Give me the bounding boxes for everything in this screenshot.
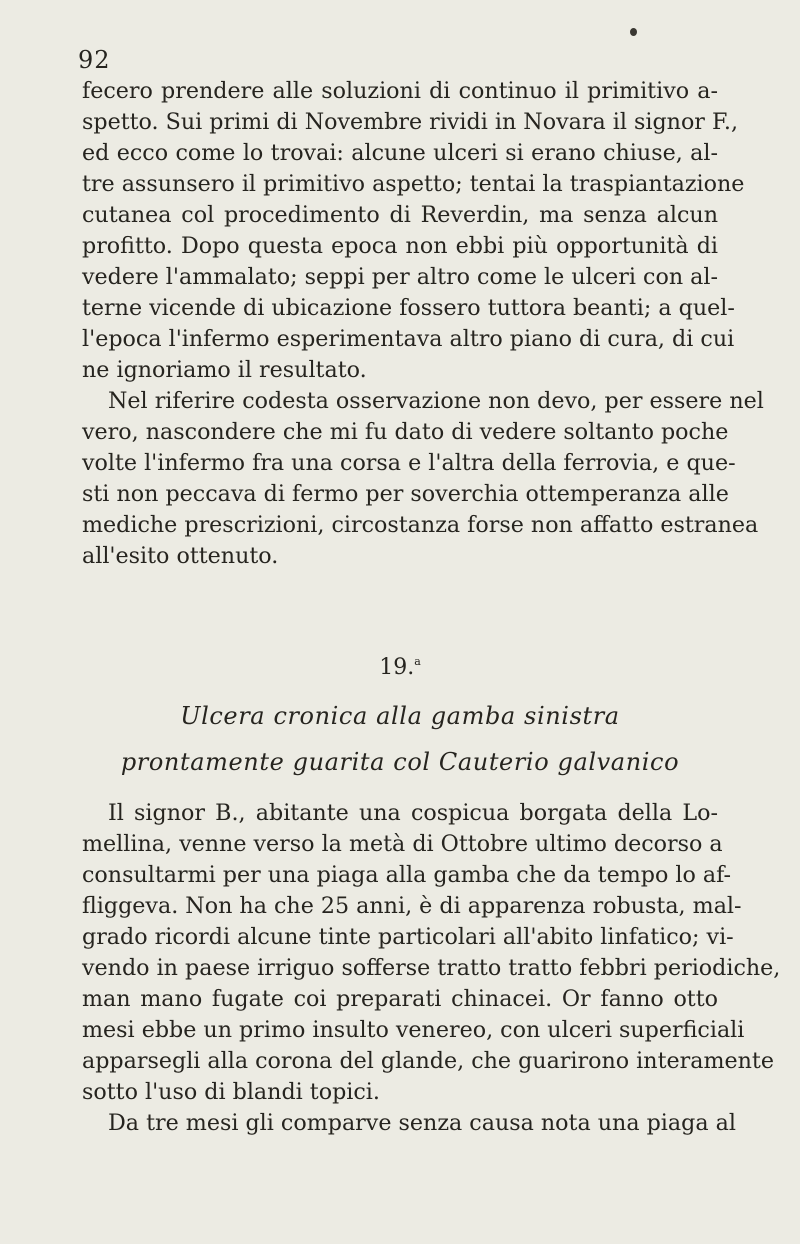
text-line: fliggeva. Non ha che 25 anni, è di apparenza robusta, mal- <box>82 893 742 919</box>
text-line: consultarmi per una piaga alla gamba che da tempo lo af- <box>82 862 732 888</box>
text-line: l'epoca l'infermo esperimentava altro piano di cura, di cui <box>82 326 735 352</box>
text-line: vedere l'ammalato; seppi per altro come le ulceri con al- <box>82 264 718 290</box>
text-line: vero, nascondere che mi fu dato di vedere soltanto poche <box>82 419 729 445</box>
text-line: vendo in paese irriguo sofferse tratto tratto febbri periodiche, <box>82 955 781 981</box>
text-line: Il signor B., abitante una cospicua borgata della Lo- <box>108 800 718 826</box>
text-line: terne vicende di ubicazione fossero tuttora beanti; a quel- <box>82 295 735 321</box>
text-line: apparsegli alla corona del glande, che guarirono interamente <box>82 1048 774 1074</box>
text-line: mediche prescrizioni, circostanza forse non affatto estranea <box>82 512 759 538</box>
text-line: Da tre mesi gli comparve senza causa nota una piaga al <box>108 1110 736 1136</box>
section-number <box>0 647 800 683</box>
section-number-suffix: a <box>414 655 421 668</box>
text-line: tre assunsero il primitivo aspetto; tentai la traspiantazione <box>82 171 745 197</box>
text-block-top <box>82 76 764 572</box>
text-line: sotto l'uso di blandi topici. <box>82 1079 380 1105</box>
text-line: cutanea col procedimento di Reverdin, ma senza alcun <box>82 202 718 228</box>
text-line: mesi ebbe un primo insulto venereo, con ulceri superficiali <box>82 1017 745 1043</box>
text-line: ed ecco come lo trovai: alcune ulceri si erano chiuse, al- <box>82 140 718 166</box>
text-line: ne ignoriamo il resultato. <box>82 357 367 383</box>
text-line: volte l'infermo fra una corsa e l'altra della ferrovia, e que- <box>82 450 736 476</box>
text-line: Nel riferire codesta osservazione non devo, per essere nel <box>108 388 764 414</box>
text-line: profitto. Dopo questa epoca non ebbi più opportunità di <box>82 233 718 259</box>
section-title-line-1: Ulcera cronica alla gamba sinistra <box>180 702 620 730</box>
ink-speck <box>630 28 637 36</box>
text-line: all'esito ottenuto. <box>82 543 279 569</box>
text-line: mellina, venne verso la metà di Ottobre ultimo decorso a <box>82 831 723 857</box>
text-block-bottom <box>82 798 781 1139</box>
section-number-value: 19. <box>379 655 415 680</box>
text-line: spetto. Sui primi di Novembre rividi in Novara il signor F., <box>82 109 739 135</box>
text-line: man mano fugate coi preparati chinacei. Or fanno otto <box>82 986 718 1012</box>
page-number: 92 <box>78 46 111 74</box>
text-line: sti non peccava di fermo per soverchia ottemperanza alle <box>82 481 729 507</box>
section-title-line-2: prontamente guarita col Cauterio galvanico <box>120 748 680 776</box>
text-line: grado ricordi alcune tinte particolari all'abito linfatico; vi- <box>82 924 734 950</box>
text-line: fecero prendere alle soluzioni di continuo il primitivo a- <box>82 78 718 104</box>
